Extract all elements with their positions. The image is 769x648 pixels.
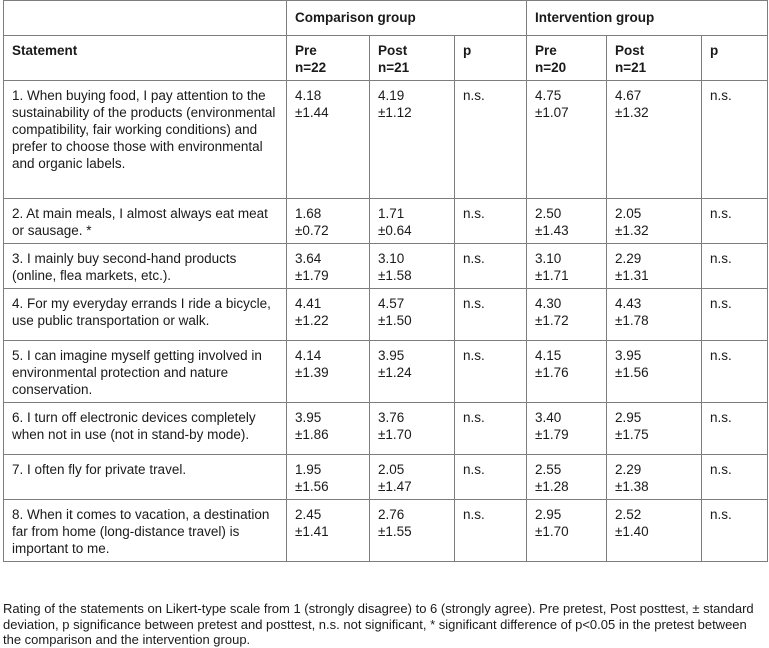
mean-value: 2.95 (615, 410, 642, 425)
group-header-row (4, 1, 768, 36)
mean-value: 4.14 (295, 348, 322, 363)
statement-cell: 3. I mainly buy second-hand products (online, flea markets, etc.). (4, 244, 287, 289)
statement-cell: 1. When buying food, I pay attention to the sustainability of the products (environmental compatibility, fair working conditions) and prefer to choose those with environmental and organic labels. (4, 81, 287, 199)
comparison-pre-cell (287, 81, 370, 199)
comparison-post-cell (370, 199, 455, 244)
intervention-pre-cell (527, 500, 607, 562)
comparison-p-cell: n.s. (455, 403, 527, 455)
statement-cell: 2. At main meals, I almost always eat meat or sausage. * (4, 199, 287, 244)
comparison-pre-cell (287, 403, 370, 455)
intervention-post-header (607, 36, 702, 81)
sd-value: ±0.64 (378, 223, 412, 238)
intervention-post-cell (607, 500, 702, 562)
sd-value: ±1.32 (615, 105, 649, 120)
comparison-post-cell (370, 500, 455, 562)
mean-value: 4.30 (535, 296, 562, 311)
sd-value: ±1.70 (535, 524, 569, 539)
post-label: Post (378, 43, 408, 58)
table-row (4, 81, 768, 199)
n-label: n=20 (535, 60, 567, 75)
mean-value: 4.18 (295, 88, 322, 103)
mean-value: 4.67 (615, 88, 642, 103)
intervention-p-cell: n.s. (702, 341, 768, 403)
intervention-p-cell: n.s. (702, 455, 768, 500)
comparison-post-cell (370, 81, 455, 199)
comparison-pre-header (287, 36, 370, 81)
intervention-post-cell (607, 81, 702, 199)
comparison-p-cell: n.s. (455, 199, 527, 244)
comparison-p-cell: n.s. (455, 81, 527, 199)
sd-value: ±1.41 (295, 524, 329, 539)
sd-value: ±1.71 (535, 268, 569, 283)
comparison-p-cell: n.s. (455, 341, 527, 403)
n-label: n=22 (295, 60, 327, 75)
mean-value: 2.52 (615, 507, 642, 522)
mean-value: 2.50 (535, 206, 562, 221)
sd-value: ±0.72 (295, 223, 329, 238)
intervention-post-cell (607, 455, 702, 500)
comparison-p-cell: n.s. (455, 244, 527, 289)
mean-value: 4.41 (295, 296, 322, 311)
sd-value: ±1.70 (378, 427, 412, 442)
results-table (3, 0, 768, 562)
sd-value: ±1.38 (615, 479, 649, 494)
sd-value: ±1.47 (378, 479, 412, 494)
comparison-post-cell (370, 341, 455, 403)
table-row (4, 403, 768, 455)
mean-value: 2.29 (615, 462, 642, 477)
sd-value: ±1.12 (378, 105, 412, 120)
comparison-pre-cell (287, 500, 370, 562)
intervention-pre-cell (527, 403, 607, 455)
intervention-p-cell: n.s. (702, 81, 768, 199)
comparison-post-cell (370, 455, 455, 500)
mean-value: 4.43 (615, 296, 642, 311)
sd-value: ±1.24 (378, 365, 412, 380)
mean-value: 2.29 (615, 251, 642, 266)
comparison-pre-cell (287, 341, 370, 403)
mean-value: 3.95 (615, 348, 642, 363)
pre-label: Pre (295, 43, 317, 58)
mean-value: 1.71 (378, 206, 405, 221)
mean-value: 2.55 (535, 462, 562, 477)
intervention-pre-header (527, 36, 607, 81)
mean-value: 2.76 (378, 507, 405, 522)
comparison-pre-cell (287, 244, 370, 289)
table-caption: Rating of the statements on Likert-type scale from 1 (strongly disagree) to 6 (strongly agree). Pre pretest, Post posttest, ± standard deviation, p significance between pretest and posttest, n.s. not significant, * significant difference of p<0.05 in the pretest between the comparison and the intervention group. (3, 601, 754, 647)
mean-value: 1.68 (295, 206, 322, 221)
mean-value: 2.05 (378, 462, 405, 477)
mean-value: 3.64 (295, 251, 322, 266)
intervention-p-cell: n.s. (702, 289, 768, 341)
comparison-p-cell: n.s. (455, 455, 527, 500)
sd-value: ±1.50 (378, 313, 412, 328)
mean-value: 3.95 (378, 348, 405, 363)
comparison-post-header (370, 36, 455, 81)
intervention-post-cell (607, 244, 702, 289)
comparison-post-cell (370, 403, 455, 455)
table-row (4, 455, 768, 500)
intervention-p-cell: n.s. (702, 244, 768, 289)
sd-value: ±1.22 (295, 313, 329, 328)
mean-value: 3.95 (295, 410, 322, 425)
sd-value: ±1.72 (535, 313, 569, 328)
sd-value: ±1.39 (295, 365, 329, 380)
intervention-pre-cell (527, 244, 607, 289)
intervention-group-header: Intervention group (527, 1, 768, 36)
intervention-post-cell (607, 289, 702, 341)
mean-value: 4.75 (535, 88, 562, 103)
mean-value: 4.15 (535, 348, 562, 363)
intervention-p-cell: n.s. (702, 403, 768, 455)
table-row (4, 341, 768, 403)
empty-corner-cell (4, 1, 287, 36)
sd-value: ±1.28 (535, 479, 569, 494)
intervention-p-header: p (702, 36, 768, 81)
post-label: Post (615, 43, 645, 58)
comparison-pre-cell (287, 455, 370, 500)
sd-value: ±1.32 (615, 223, 649, 238)
mean-value: 2.95 (535, 507, 562, 522)
statement-cell: 4. For my everyday errands I ride a bicycle, use public transportation or walk. (4, 289, 287, 341)
mean-value: 3.10 (378, 251, 405, 266)
comparison-post-cell (370, 244, 455, 289)
intervention-pre-cell (527, 289, 607, 341)
comparison-pre-cell (287, 199, 370, 244)
sd-value: ±1.58 (378, 268, 412, 283)
intervention-pre-cell (527, 341, 607, 403)
table-row (4, 199, 768, 244)
statement-cell: 8. When it comes to vacation, a destination far from home (long-distance travel) is important to me. (4, 500, 287, 562)
column-header-row (4, 36, 768, 81)
intervention-p-cell: n.s. (702, 500, 768, 562)
statement-cell: 5. I can imagine myself getting involved in environmental protection and nature conservation. (4, 341, 287, 403)
sd-value: ±1.31 (615, 268, 649, 283)
mean-value: 3.40 (535, 410, 562, 425)
table-row (4, 500, 768, 562)
sd-value: ±1.44 (295, 105, 329, 120)
mean-value: 1.95 (295, 462, 322, 477)
comparison-post-cell (370, 289, 455, 341)
pre-label: Pre (535, 43, 557, 58)
mean-value: 2.45 (295, 507, 322, 522)
intervention-pre-cell (527, 199, 607, 244)
sd-value: ±1.86 (295, 427, 329, 442)
n-label: n=21 (378, 60, 410, 75)
statement-header: Statement (4, 36, 287, 81)
sd-value: ±1.56 (295, 479, 329, 494)
sd-value: ±1.56 (615, 365, 649, 380)
n-label: n=21 (615, 60, 647, 75)
intervention-post-cell (607, 199, 702, 244)
mean-value: 4.57 (378, 296, 405, 311)
intervention-pre-cell (527, 455, 607, 500)
statement-cell: 6. I turn off electronic devices completely when not in use (not in stand-by mode). (4, 403, 287, 455)
statement-cell: 7. I often fly for private travel. (4, 455, 287, 500)
mean-value: 2.05 (615, 206, 642, 221)
mean-value: 3.10 (535, 251, 562, 266)
sd-value: ±1.07 (535, 105, 569, 120)
sd-value: ±1.76 (535, 365, 569, 380)
mean-value: 4.19 (378, 88, 405, 103)
comparison-p-cell: n.s. (455, 500, 527, 562)
intervention-post-cell (607, 403, 702, 455)
table-row (4, 244, 768, 289)
sd-value: ±1.40 (615, 524, 649, 539)
mean-value: 3.76 (378, 410, 405, 425)
comparison-pre-cell (287, 289, 370, 341)
sd-value: ±1.79 (535, 427, 569, 442)
sd-value: ±1.79 (295, 268, 329, 283)
sd-value: ±1.55 (378, 524, 412, 539)
sd-value: ±1.75 (615, 427, 649, 442)
sd-value: ±1.78 (615, 313, 649, 328)
comparison-p-cell: n.s. (455, 289, 527, 341)
intervention-pre-cell (527, 81, 607, 199)
sd-value: ±1.43 (535, 223, 569, 238)
table-row (4, 289, 768, 341)
intervention-p-cell: n.s. (702, 199, 768, 244)
comparison-group-header: Comparison group (287, 1, 527, 36)
intervention-post-cell (607, 341, 702, 403)
comparison-p-header: p (455, 36, 527, 81)
